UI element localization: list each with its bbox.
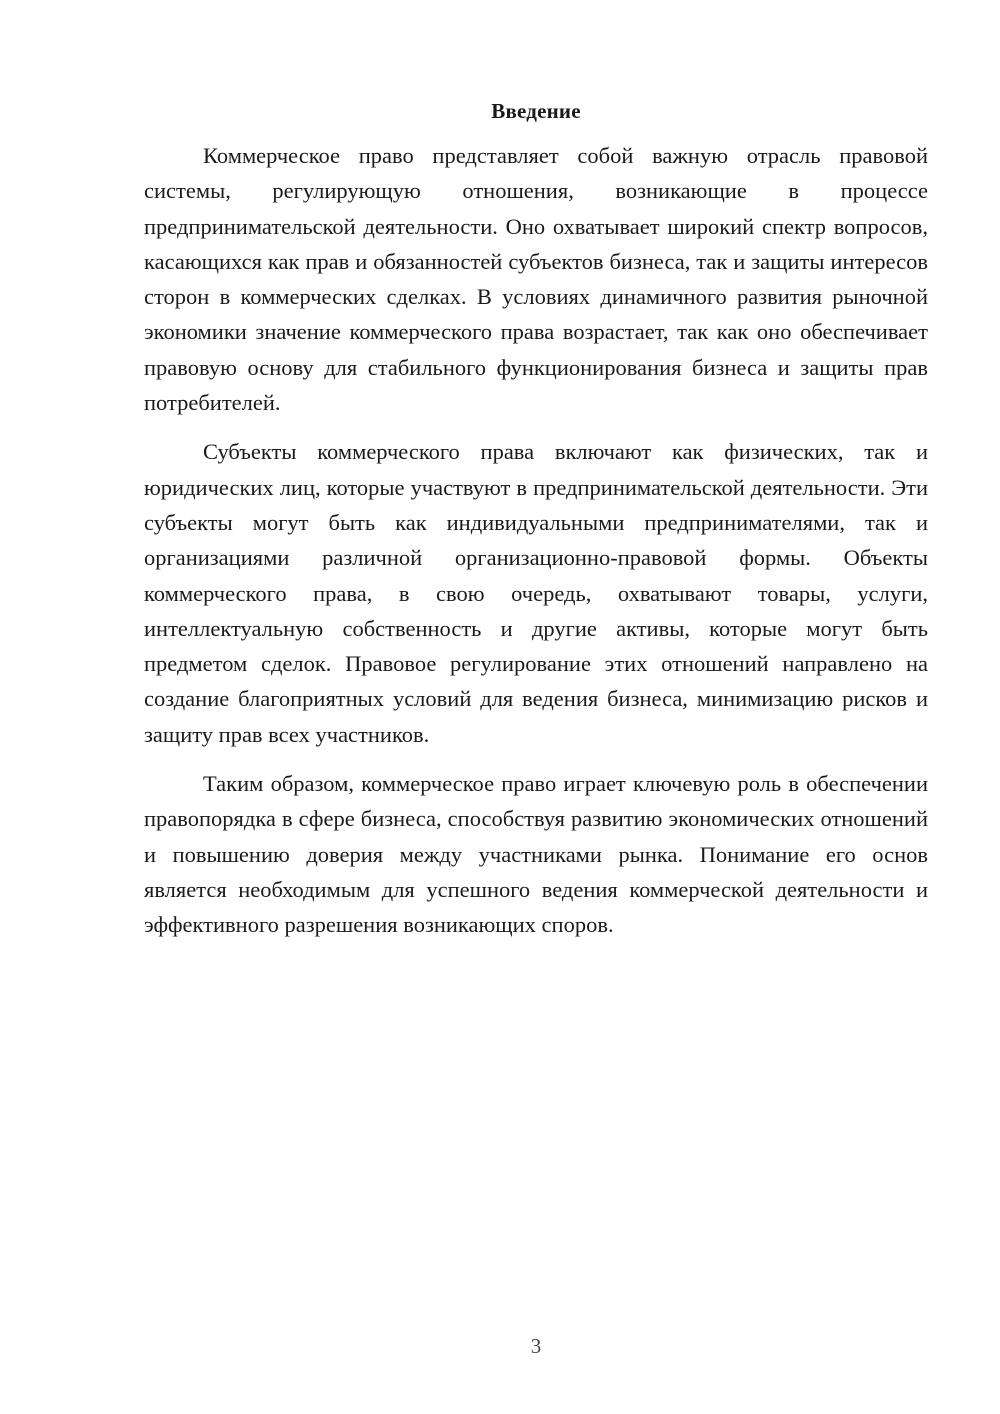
paragraph-intro: Коммерческое право представляет собой важную отрасль правовой системы, регулирующую отношения, возникающие в процессе предпринимательской деятельности. Оно охватывает широкий спектр вопросов, касающихся как прав и обязанностей субъектов бизнеса, так и защиты интересов сторон в коммерческих сделках. В условиях динамичного развития рыночной экономики значение коммерческого права возрастает, так как оно обеспечивает правовую основу для стабильного функционирования бизнеса и защиты прав потребителей.	[144, 143, 928, 416]
page-number: 3	[530, 1334, 542, 1358]
paragraph-conclusion: Таким образом, коммерческое право играет ключевую роль в обеспечении правопорядка в сфере бизнеса, способствуя развитию экономических отношений и повышению доверия между участниками рынка. Понимание его основ является необходимым для успешного ведения коммерческой деятельности и эффективного разрешения возникающих споров.	[144, 771, 928, 938]
paragraph-subjects: Субъекты коммерческого права включают как физических, так и юридических лиц, которые участвуют в предпринимательской деятельности. Эти субъекты могут быть как индивидуальными предпринимателями, так и организациями различной организационно-правовой формы. Объекты коммерческого права, в свою очередь, охватывают товары, услуги, интеллектуальную собственность и другие активы, которые могут быть предметом сделок. Правовое регулирование этих отношений направлено на создание благоприятных условий для ведения бизнеса, минимизацию рисков и защиту прав всех участников.	[144, 439, 928, 747]
section-title: Введение	[491, 99, 581, 123]
document-body	[144, 96, 928, 943]
